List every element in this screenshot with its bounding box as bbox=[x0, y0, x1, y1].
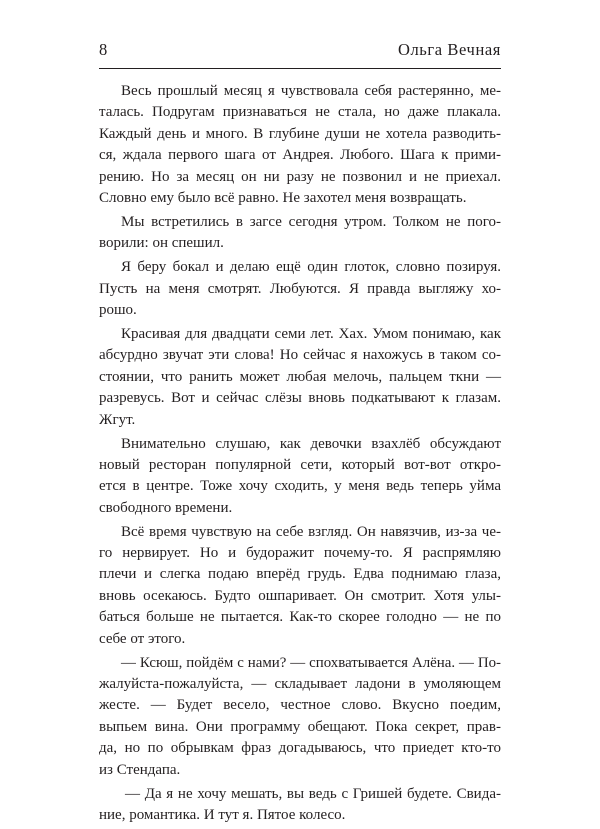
text-line: выпьем вина. Они программу обещают. Пока секрет, прав- bbox=[99, 718, 501, 735]
text-line: талась. Подругам признаваться не стала, но даже плакала. bbox=[99, 104, 501, 121]
text-line: разревусь. Вот и сейчас слёзы вновь подкатывают к глазам. bbox=[99, 390, 501, 407]
text-line: из Стендапа. bbox=[99, 761, 181, 778]
text-line: — Ксюш, пойдём с нами? — спохватывается Алёна. — По- bbox=[121, 654, 501, 671]
text-line: го нервирует. Но и будоражит почему-то. Я распрямляю bbox=[99, 545, 501, 562]
page-header bbox=[99, 40, 501, 64]
text-line: Жгут. bbox=[99, 411, 136, 428]
text-line: ворили: он спешил. bbox=[99, 235, 224, 252]
text-line: вновь осекаюсь. Будто ошпаривает. Он смотрит. Хотя улы- bbox=[99, 587, 501, 604]
text-line: Пусть на меня смотрят. Любуются. Я правда выгляжу хо- bbox=[99, 280, 501, 297]
running-title: Ольга Вечная bbox=[397, 40, 501, 59]
text-line: Мы встретились в загсе сегодня утром. Толком не пого- bbox=[121, 213, 501, 230]
text-line: Красивая для двадцати семи лет. Хах. Умом понимаю, как bbox=[121, 325, 501, 342]
text-line: ся, ждала первого шага от Андрея. Любого. Шага к прими- bbox=[99, 147, 501, 164]
text-line: абсурдно звучат эти слова! Но сейчас я нахожусь в таком со- bbox=[99, 347, 501, 364]
paragraph bbox=[99, 324, 501, 431]
paragraph bbox=[99, 522, 501, 650]
text-line: свободного времени. bbox=[99, 499, 233, 516]
text-line: себе от этого. bbox=[99, 630, 186, 647]
text-line: Всё время чувствую на себе взгляд. Он навязчив, из-за че- bbox=[121, 523, 501, 540]
paragraph bbox=[99, 784, 501, 827]
text-line: рению. Но за месяц он ни разу не позвонил и не приехал. bbox=[99, 168, 501, 185]
body-text bbox=[99, 81, 501, 829]
text-line: плечи и слегка подаю вперёд грудь. Едва поднимаю глаза, bbox=[99, 566, 501, 583]
text-line: ется в центре. Тоже хочу сходить, у меня ведь теперь уйма bbox=[99, 478, 501, 495]
text-line: жалуйста-пожалуйста, — складывает ладони в умоляющем bbox=[99, 675, 501, 692]
text-line: новый ресторан популярной сети, который вот-вот откро- bbox=[99, 456, 501, 473]
header-rule bbox=[99, 68, 501, 69]
paragraph bbox=[99, 81, 501, 209]
text-line: Внимательно слушаю, как девочки взахлёб обсуждают bbox=[121, 435, 501, 452]
paragraph bbox=[99, 653, 501, 781]
text-line: ние, романтика. И тут я. Пятое колесо. bbox=[99, 806, 346, 823]
text-line: рошо. bbox=[99, 302, 137, 319]
text-line: — Да я не хочу мешать, вы ведь с Гришей будете. Свида- bbox=[125, 785, 501, 802]
paragraph bbox=[99, 257, 501, 321]
text-line: баться больше не пытается. Как-то скорее голодно — не по bbox=[99, 609, 501, 626]
paragraph bbox=[99, 434, 501, 520]
text-line: Весь прошлый месяц я чувствовала себя растерянно, ме- bbox=[121, 83, 501, 99]
page-number: 8 bbox=[99, 40, 108, 59]
text-line: стоянии, что ранить может любая мелочь, пальцем ткни — bbox=[99, 368, 501, 385]
text-line: жесте. — Будет весело, честное слово. Вкусно поедим, bbox=[99, 697, 501, 714]
paragraph bbox=[99, 212, 501, 255]
text-line: Словно ему было всё равно. Не захотел меня возвращать. bbox=[99, 190, 467, 207]
text-line: Я беру бокал и делаю ещё один глоток, словно позируя. bbox=[121, 259, 501, 276]
text-line: Каждый день и много. В глубине души не хотела разводить- bbox=[99, 125, 501, 142]
text-line: да, но по обрывкам фраз догадываюсь, что приедет кто-то bbox=[99, 740, 501, 757]
